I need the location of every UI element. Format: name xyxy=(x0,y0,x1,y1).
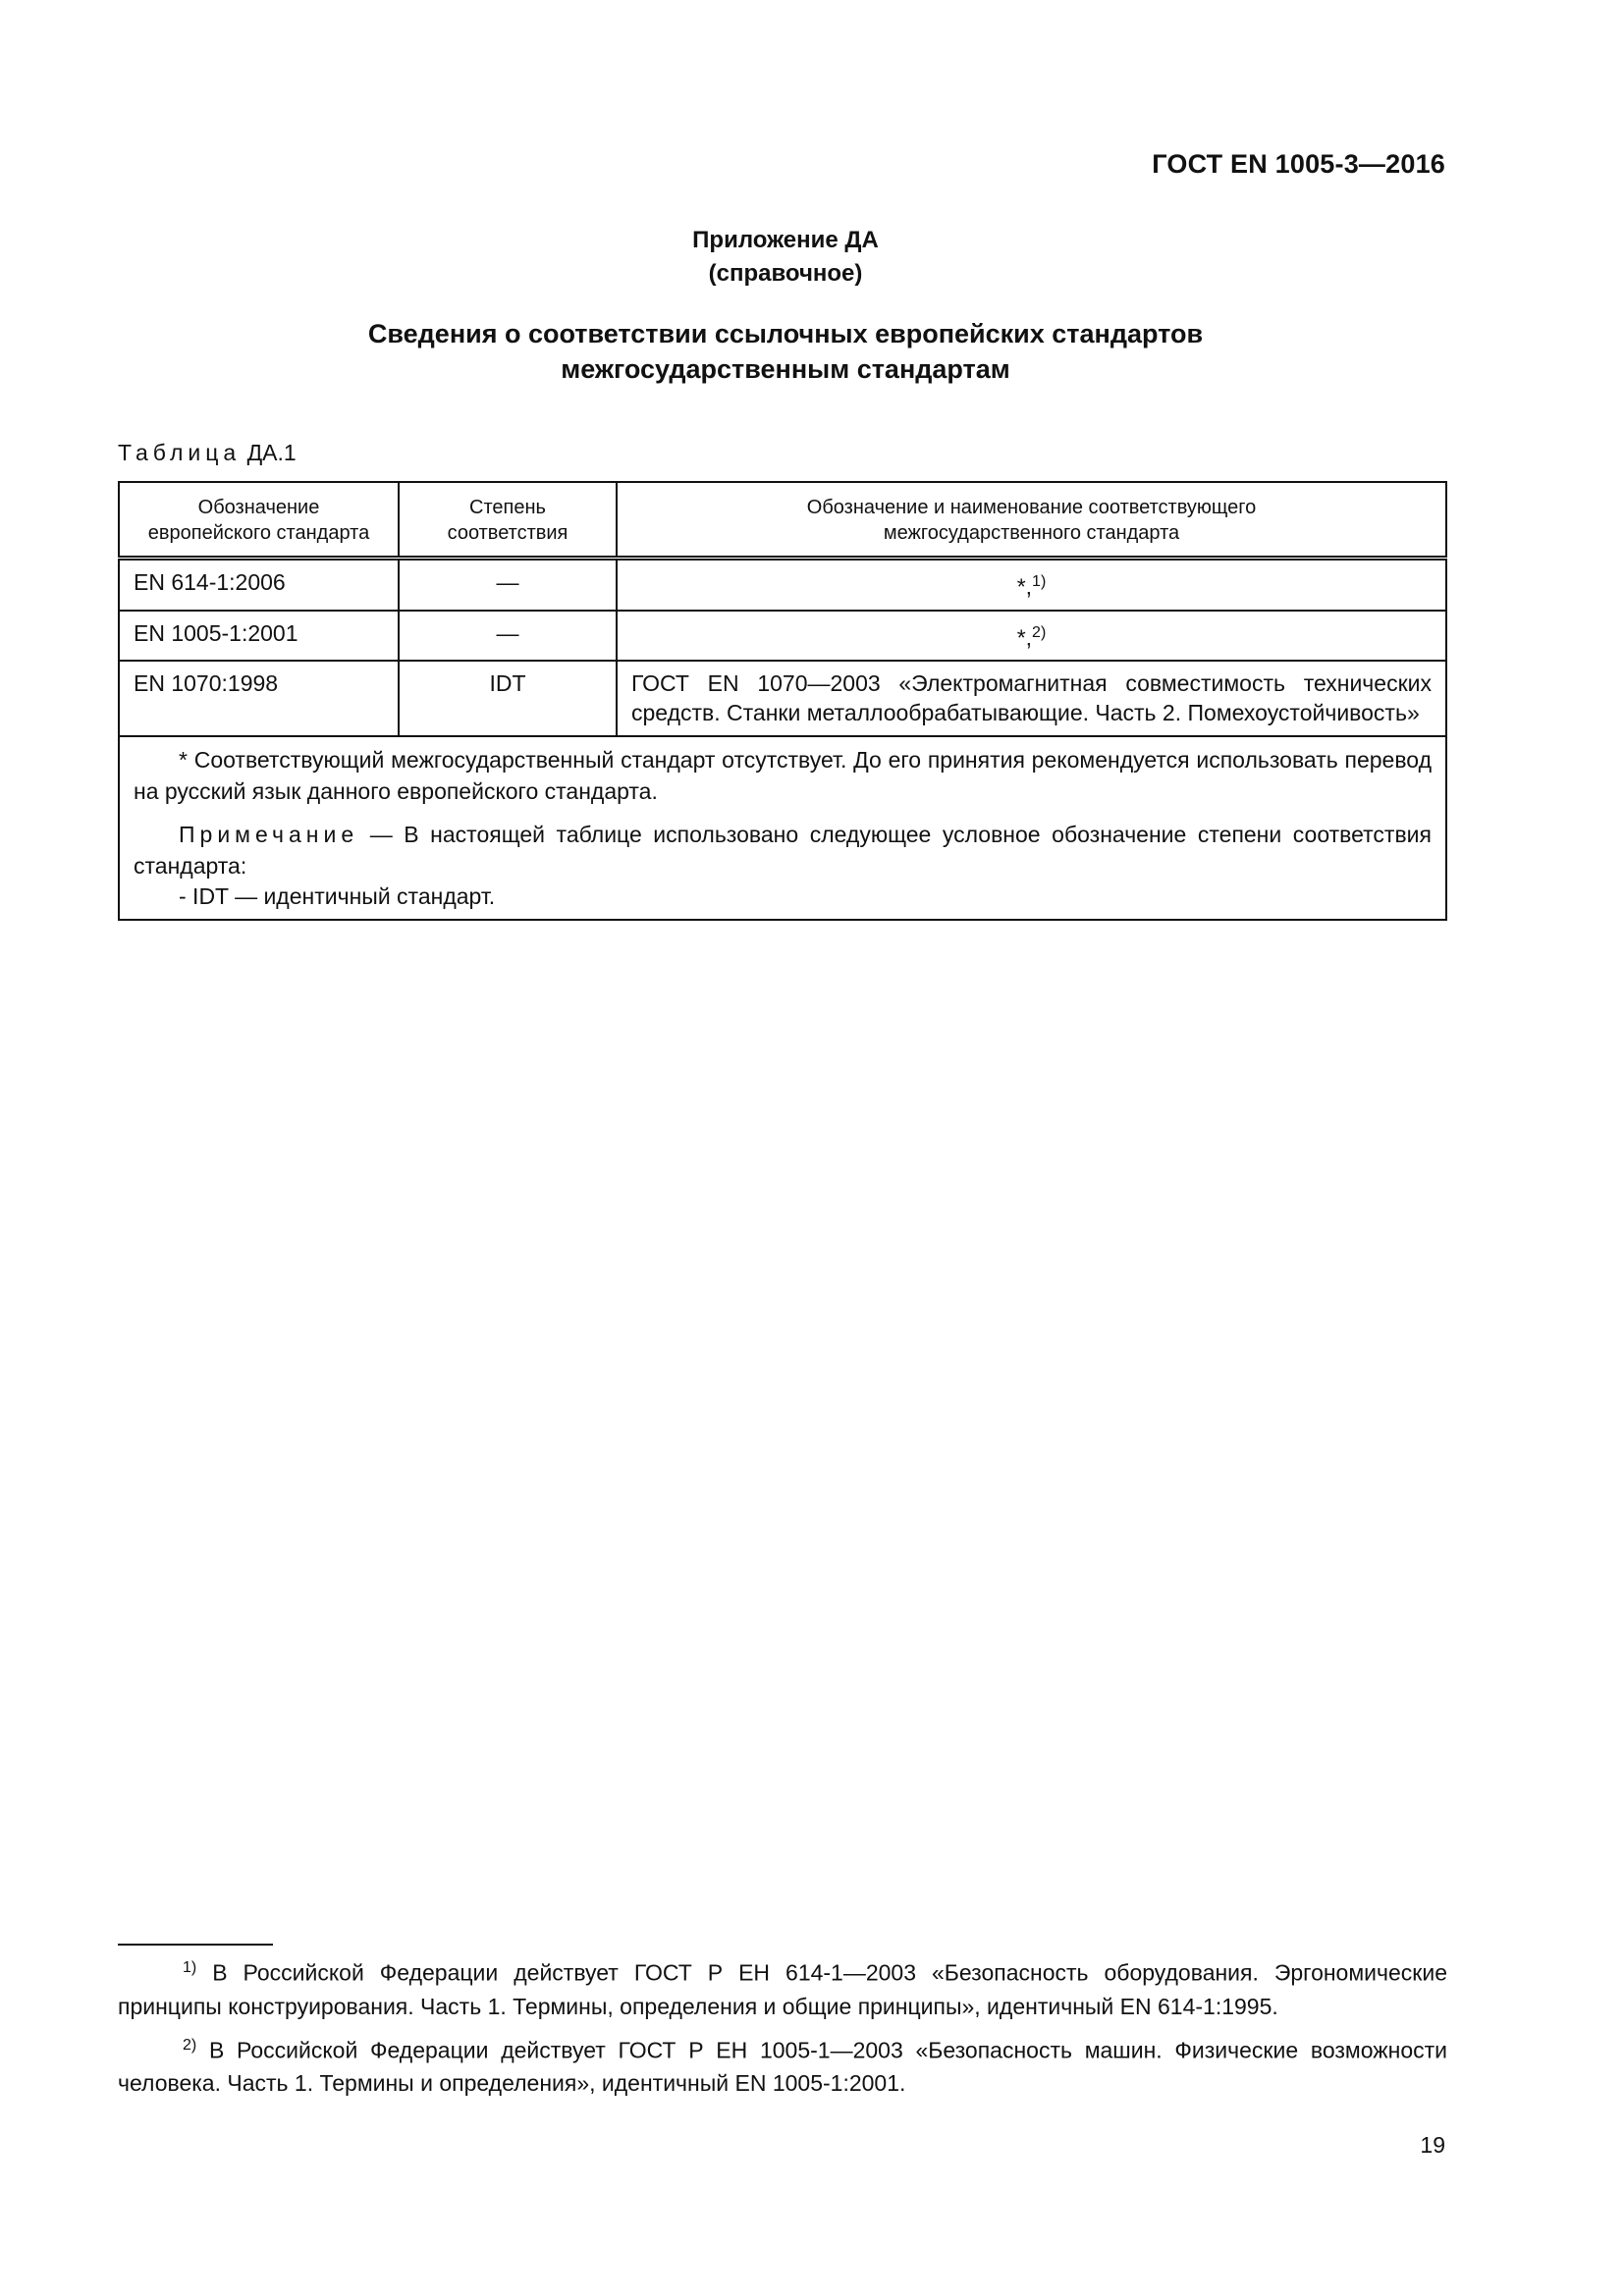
footnote-mark: 2) xyxy=(183,2036,197,2054)
annex-title-line-1: Сведения о соответствии ссылочных европейских стандартов xyxy=(367,319,1204,348)
annex-label: Приложение ДА xyxy=(692,227,879,253)
page-number: 19 xyxy=(1420,2132,1445,2158)
table-caption-number: ДА.1 xyxy=(246,440,297,465)
cell-gost xyxy=(617,559,1446,611)
table-row xyxy=(119,661,1446,736)
table-note xyxy=(134,819,1432,881)
correspondence-table xyxy=(118,481,1447,921)
star-mark: *, xyxy=(1016,624,1033,651)
cell-designation: EN 1005-1:2001 xyxy=(119,611,399,662)
table-header-row xyxy=(119,482,1446,559)
header-text: Степень xyxy=(469,497,546,518)
annex-kind: (справочное) xyxy=(708,260,863,287)
footnote-2 xyxy=(118,2029,1447,2101)
cell-designation: EN 614-1:2006 xyxy=(119,559,399,611)
header-text: европейского стандарта xyxy=(147,522,370,544)
footnote-ref: 2) xyxy=(1032,623,1047,641)
cell-degree: — xyxy=(399,611,617,662)
footnote-text: В Российской Федерации действует ГОСТ Р ЕН 1005-1—2003 «Безопасность машин. Физические возможности человека. Часть 1. Термины и определения», идентичный EN 1005-1:2001. xyxy=(118,2037,1447,2097)
table-caption-word: Таблица xyxy=(118,440,242,465)
footnote-mark: 1) xyxy=(183,1959,197,1976)
footnotes xyxy=(118,1951,1447,2106)
note-text: — В настоящей таблице использовано следующее условное обозначение степени соответствия стандарта: xyxy=(134,822,1432,880)
annex-title-line-2: межгосударственным стандартам xyxy=(561,354,1010,384)
annex-title xyxy=(0,316,1571,387)
table-row xyxy=(119,559,1446,611)
footnote-1 xyxy=(118,1951,1447,2023)
header-interstate-standard xyxy=(617,482,1446,559)
header-text: Обозначение и наименование соответствующего xyxy=(806,497,1257,518)
cell-degree: — xyxy=(399,559,617,611)
footnote-ref: 1) xyxy=(1032,573,1047,590)
cell-gost: ГОСТ EN 1070—2003 «Электромагнитная совместимость технических средств. Станки металлообрабатывающие. Часть 2. Помехоустойчивость» xyxy=(617,661,1446,736)
header-european-standard xyxy=(119,482,399,559)
cell-designation: EN 1070:1998 xyxy=(119,661,399,736)
star-mark: *, xyxy=(1016,573,1033,600)
header-text: соответствия xyxy=(447,522,568,544)
annex-heading xyxy=(0,224,1571,291)
table-notes xyxy=(119,736,1446,920)
header-degree xyxy=(399,482,617,559)
note-item: - IDT — идентичный стандарт. xyxy=(179,883,496,910)
table-caption xyxy=(118,440,297,466)
cell-gost xyxy=(617,611,1446,662)
footnote-text: В Российской Федерации действует ГОСТ Р ЕН 614-1—2003 «Безопасность оборудования. Эргономические принципы конструирования. Часть 1. Термины, определения и общие принципы», идентичный EN 614-1:1995. xyxy=(118,1959,1447,2019)
cell-degree: IDT xyxy=(399,661,617,736)
header-text: межгосударственного стандарта xyxy=(883,522,1180,544)
note-label: Примечание xyxy=(179,822,359,848)
star-footnote: * Соответствующий межгосударственный стандарт отсутствует. До его принятия рекомендуется использовать перевод на русский язык данного европейского стандарта. xyxy=(134,747,1432,805)
footnote-separator xyxy=(118,1944,273,1946)
document-code: ГОСТ EN 1005-3—2016 xyxy=(1152,149,1445,179)
table-row xyxy=(119,611,1446,662)
table-notes-row xyxy=(119,736,1446,920)
header-text: Обозначение xyxy=(197,497,320,518)
